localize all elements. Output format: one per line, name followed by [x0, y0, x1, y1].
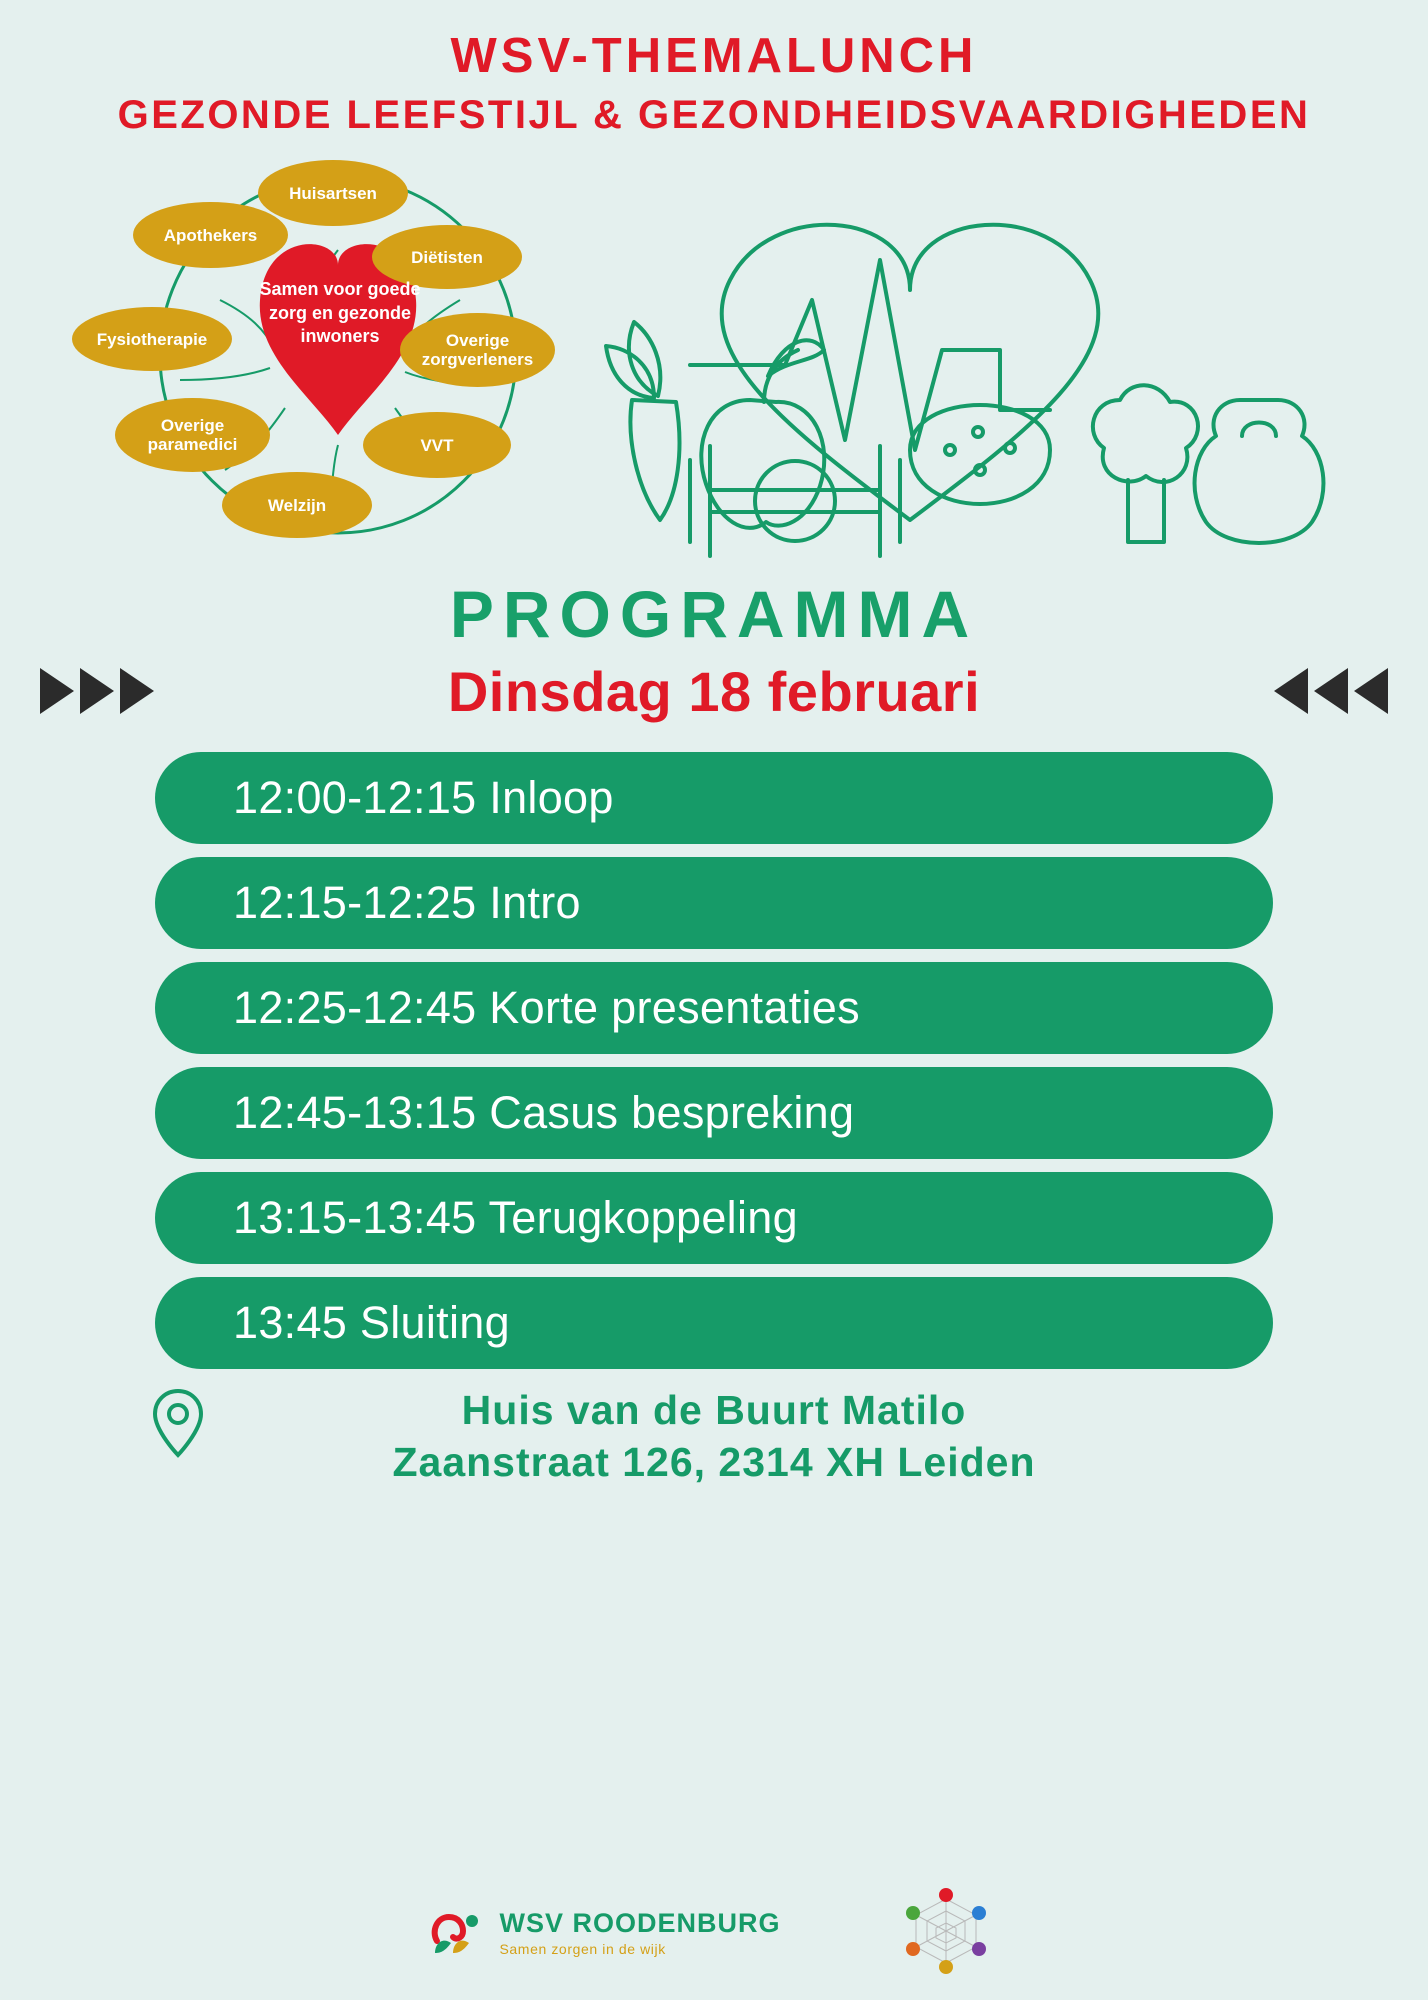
kettlebell-handle [1242, 423, 1276, 437]
bubble-label: VVT [420, 435, 454, 455]
programma-date-row [0, 654, 1428, 730]
wsv-logo-tagline: Samen zorgen in de wijk [499, 1941, 666, 1957]
bubble-fysiotherapie [72, 307, 232, 371]
schedule-item [155, 857, 1273, 949]
map-pin-icon [150, 1385, 206, 1466]
schedule-item-text: 12:15-12:25 Intro [233, 877, 581, 929]
triangle-left-icon [1314, 668, 1348, 714]
bubble-overige-paramedici [115, 398, 270, 472]
graphics-band [0, 150, 1428, 570]
poster-subtitle: GEZONDE LEEFSTIJL & GEZONDHEIDSVAARDIGHEDEN [117, 93, 1311, 138]
ecg-line [690, 260, 1050, 450]
schedule-item [155, 962, 1273, 1054]
location-address: Zaanstraat 126, 2314 XH Leiden [392, 1438, 1036, 1485]
lifestyle-line-art-svg [580, 150, 1380, 570]
apple-leaf [768, 341, 824, 377]
bubble-label: Overige paramedici [147, 416, 238, 455]
triangle-right-icon [120, 668, 154, 714]
bubble-label: Huisartsen [289, 183, 377, 203]
schedule-item [155, 1067, 1273, 1159]
carrot-leaf-mid [629, 322, 660, 396]
network-center-label: Samen voor goede zorg en gezonde inwoners [259, 279, 421, 347]
watermelon-slice [910, 405, 1050, 504]
bubble-label: Overige zorgverleners [421, 331, 534, 370]
positieve-gezondheid-icon [891, 1885, 1001, 1982]
bubble-welzijn [222, 472, 372, 538]
broccoli-head [1093, 386, 1198, 483]
poster-header [0, 0, 1428, 140]
dumbbell-wheel [755, 461, 835, 541]
schedule-item [155, 1277, 1273, 1369]
triangle-right-icon [80, 668, 114, 714]
schedule-item-text: 13:45 Sluiting [233, 1297, 510, 1349]
bubble-label: Fysiotherapie [96, 329, 208, 349]
arrows-right-pointing [40, 668, 154, 714]
wsv-roodenburg-logo [427, 1901, 780, 1966]
healthy-lifestyle-illustration [580, 150, 1380, 570]
bubble-vvt [363, 412, 511, 478]
schedule-item-text: 13:15-13:45 Terugkoppeling [233, 1192, 798, 1244]
bubble-huisartsen [258, 160, 408, 226]
poster-title: WSV-THEMALUNCH [450, 29, 978, 83]
triangle-left-icon [1274, 668, 1308, 714]
wsv-mark-icon [427, 1901, 489, 1966]
programma-heading: PROGRAMMA [449, 577, 979, 652]
triangle-left-icon [1354, 668, 1388, 714]
triangle-right-icon [40, 668, 74, 714]
schedule-item-text: 12:00-12:15 Inloop [233, 772, 614, 824]
programma-date: Dinsdag 18 februari [447, 660, 981, 724]
location-block [0, 1385, 1428, 1488]
arrows-left-pointing [1274, 668, 1388, 714]
schedule-item-text: 12:25-12:45 Korte presentaties [233, 982, 860, 1034]
bubble-label: Apothekers [163, 225, 258, 245]
location-venue: Huis van de Buurt Matilo [461, 1387, 967, 1434]
carrot-body [630, 400, 679, 520]
schedule-list [155, 752, 1273, 1369]
bubble-label: Welzijn [267, 495, 327, 515]
wsv-logo-text [499, 1910, 780, 1957]
schedule-item [155, 752, 1273, 844]
schedule-item-text: 12:45-13:15 Casus bespreking [233, 1087, 855, 1139]
footer-logos [0, 1885, 1428, 1982]
schedule-item [155, 1172, 1273, 1264]
care-network-diagram [60, 150, 620, 570]
wsv-logo-name: WSV ROODENBURG [499, 1908, 781, 1938]
bubble-apothekers [133, 202, 288, 268]
bubble-label: Diëtisten [411, 247, 483, 267]
broccoli-stem [1128, 480, 1164, 542]
